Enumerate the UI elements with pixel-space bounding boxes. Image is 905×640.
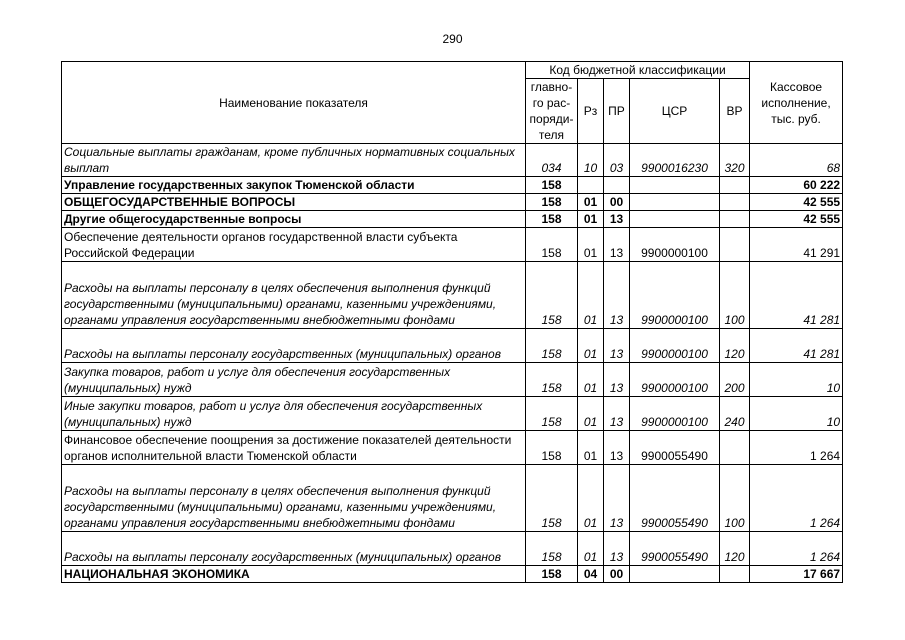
row-csr: 9900000100 — [630, 397, 720, 431]
row-rz: 01 — [578, 194, 604, 211]
row-vr — [720, 228, 750, 262]
row-glavnogo: 034 — [526, 144, 578, 177]
row-name: Расходы на выплаты персоналу государственных (муниципальных) органов — [62, 532, 526, 566]
row-amount: 42 555 — [750, 194, 843, 211]
row-vr: 240 — [720, 397, 750, 431]
row-name: ОБЩЕГОСУДАРСТВЕННЫЕ ВОПРОСЫ — [62, 194, 526, 211]
row-glavnogo: 158 — [526, 194, 578, 211]
row-name: Расходы на выплаты персоналу в целях обеспечения выполнения функций государственными (муниципальными) органами, казенными учреждениями, органами управления государственными внебюджетными фондами — [62, 465, 526, 532]
row-amount: 60 222 — [750, 177, 843, 194]
row-name: Управление государственных закупок Тюменской области — [62, 177, 526, 194]
row-pr: 13 — [604, 329, 630, 363]
row-rz: 01 — [578, 329, 604, 363]
row-glavnogo: 158 — [526, 566, 578, 583]
row-rz: 01 — [578, 397, 604, 431]
row-pr: 13 — [604, 262, 630, 329]
row-glavnogo: 158 — [526, 211, 578, 228]
row-csr: 9900000100 — [630, 329, 720, 363]
row-rz: 01 — [578, 228, 604, 262]
row-csr: 9900016230 — [630, 144, 720, 177]
table-row — [62, 397, 843, 431]
row-glavnogo: 158 — [526, 532, 578, 566]
row-vr: 100 — [720, 262, 750, 329]
row-amount: 68 — [750, 144, 843, 177]
row-rz: 01 — [578, 262, 604, 329]
header-vr: ВР — [720, 79, 750, 144]
row-pr: 13 — [604, 228, 630, 262]
header-rz: Рз — [578, 79, 604, 144]
row-name: Социальные выплаты гражданам, кроме публичных нормативных социальных выплат — [62, 144, 526, 177]
row-glavnogo: 158 — [526, 262, 578, 329]
row-name: Обеспечение деятельности органов государственной власти субъекта Российской Федерации — [62, 228, 526, 262]
header-csr: ЦСР — [630, 79, 720, 144]
row-rz: 01 — [578, 431, 604, 465]
row-csr: 9900000100 — [630, 228, 720, 262]
table-row — [62, 363, 843, 397]
row-amount: 1 264 — [750, 532, 843, 566]
row-vr: 120 — [720, 532, 750, 566]
row-vr — [720, 431, 750, 465]
row-csr — [630, 211, 720, 228]
row-name: Расходы на выплаты персоналу государственных (муниципальных) органов — [62, 329, 526, 363]
row-pr: 13 — [604, 465, 630, 532]
row-glavnogo: 158 — [526, 363, 578, 397]
row-vr: 320 — [720, 144, 750, 177]
row-csr: 9900000100 — [630, 363, 720, 397]
table-row — [62, 329, 843, 363]
table-row — [62, 177, 843, 194]
row-csr: 9900000100 — [630, 262, 720, 329]
header-code-group: Код бюджетной классификации — [526, 62, 750, 79]
row-glavnogo: 158 — [526, 177, 578, 194]
row-pr: 13 — [604, 363, 630, 397]
row-vr — [720, 194, 750, 211]
table-row — [62, 262, 843, 329]
table-row — [62, 211, 843, 228]
table-row — [62, 566, 843, 583]
table-row — [62, 194, 843, 211]
row-pr: 13 — [604, 397, 630, 431]
header-glavnogo: главно-го рас-поряди-теля — [526, 79, 578, 144]
row-pr: 03 — [604, 144, 630, 177]
row-glavnogo: 158 — [526, 397, 578, 431]
row-csr: 9900055490 — [630, 532, 720, 566]
row-pr — [604, 177, 630, 194]
row-rz: 04 — [578, 566, 604, 583]
row-name: Закупка товаров, работ и услуг для обеспечения государственных (муниципальных) нужд — [62, 363, 526, 397]
row-csr — [630, 566, 720, 583]
row-pr: 13 — [604, 532, 630, 566]
row-csr: 9900055490 — [630, 431, 720, 465]
row-rz: 10 — [578, 144, 604, 177]
header-pr: ПР — [604, 79, 630, 144]
row-amount: 10 — [750, 363, 843, 397]
row-csr: 9900055490 — [630, 465, 720, 532]
row-rz: 01 — [578, 532, 604, 566]
row-amount: 17 667 — [750, 566, 843, 583]
row-rz — [578, 177, 604, 194]
row-rz: 01 — [578, 465, 604, 532]
row-amount: 41 281 — [750, 262, 843, 329]
row-amount: 1 264 — [750, 465, 843, 532]
row-vr — [720, 211, 750, 228]
row-amount: 10 — [750, 397, 843, 431]
page-number: 290 — [442, 32, 463, 46]
table-row — [62, 532, 843, 566]
row-pr: 13 — [604, 431, 630, 465]
row-csr — [630, 177, 720, 194]
table-body — [62, 144, 843, 583]
row-name: Другие общегосударственные вопросы — [62, 211, 526, 228]
row-name: НАЦИОНАЛЬНАЯ ЭКОНОМИКА — [62, 566, 526, 583]
row-glavnogo: 158 — [526, 465, 578, 532]
table-row — [62, 144, 843, 177]
table-row — [62, 431, 843, 465]
row-amount: 42 555 — [750, 211, 843, 228]
row-glavnogo: 158 — [526, 329, 578, 363]
row-pr: 00 — [604, 194, 630, 211]
row-glavnogo: 158 — [526, 431, 578, 465]
row-vr — [720, 177, 750, 194]
table-row — [62, 465, 843, 532]
row-name: Финансовое обеспечение поощрения за достижение показателей деятельности органов исполнительной власти Тюменской области — [62, 431, 526, 465]
row-csr — [630, 194, 720, 211]
row-vr: 120 — [720, 329, 750, 363]
row-vr: 100 — [720, 465, 750, 532]
row-vr — [720, 566, 750, 583]
table-header — [62, 62, 843, 144]
row-amount: 1 264 — [750, 431, 843, 465]
row-amount: 41 291 — [750, 228, 843, 262]
header-amount: Кассовое исполнение, тыс. руб. — [750, 62, 843, 144]
row-vr: 200 — [720, 363, 750, 397]
row-rz: 01 — [578, 363, 604, 397]
row-pr: 13 — [604, 211, 630, 228]
row-name: Расходы на выплаты персоналу в целях обеспечения выполнения функций государственными (муниципальными) органами, казенными учреждениями, органами управления государственными внебюджетными фондами — [62, 262, 526, 329]
header-name: Наименование показателя — [62, 62, 526, 144]
row-glavnogo: 158 — [526, 228, 578, 262]
row-amount: 41 281 — [750, 329, 843, 363]
table-row — [62, 228, 843, 262]
budget-table — [61, 61, 843, 583]
row-rz: 01 — [578, 211, 604, 228]
row-name: Иные закупки товаров, работ и услуг для обеспечения государственных (муниципальных) нужд — [62, 397, 526, 431]
row-pr: 00 — [604, 566, 630, 583]
